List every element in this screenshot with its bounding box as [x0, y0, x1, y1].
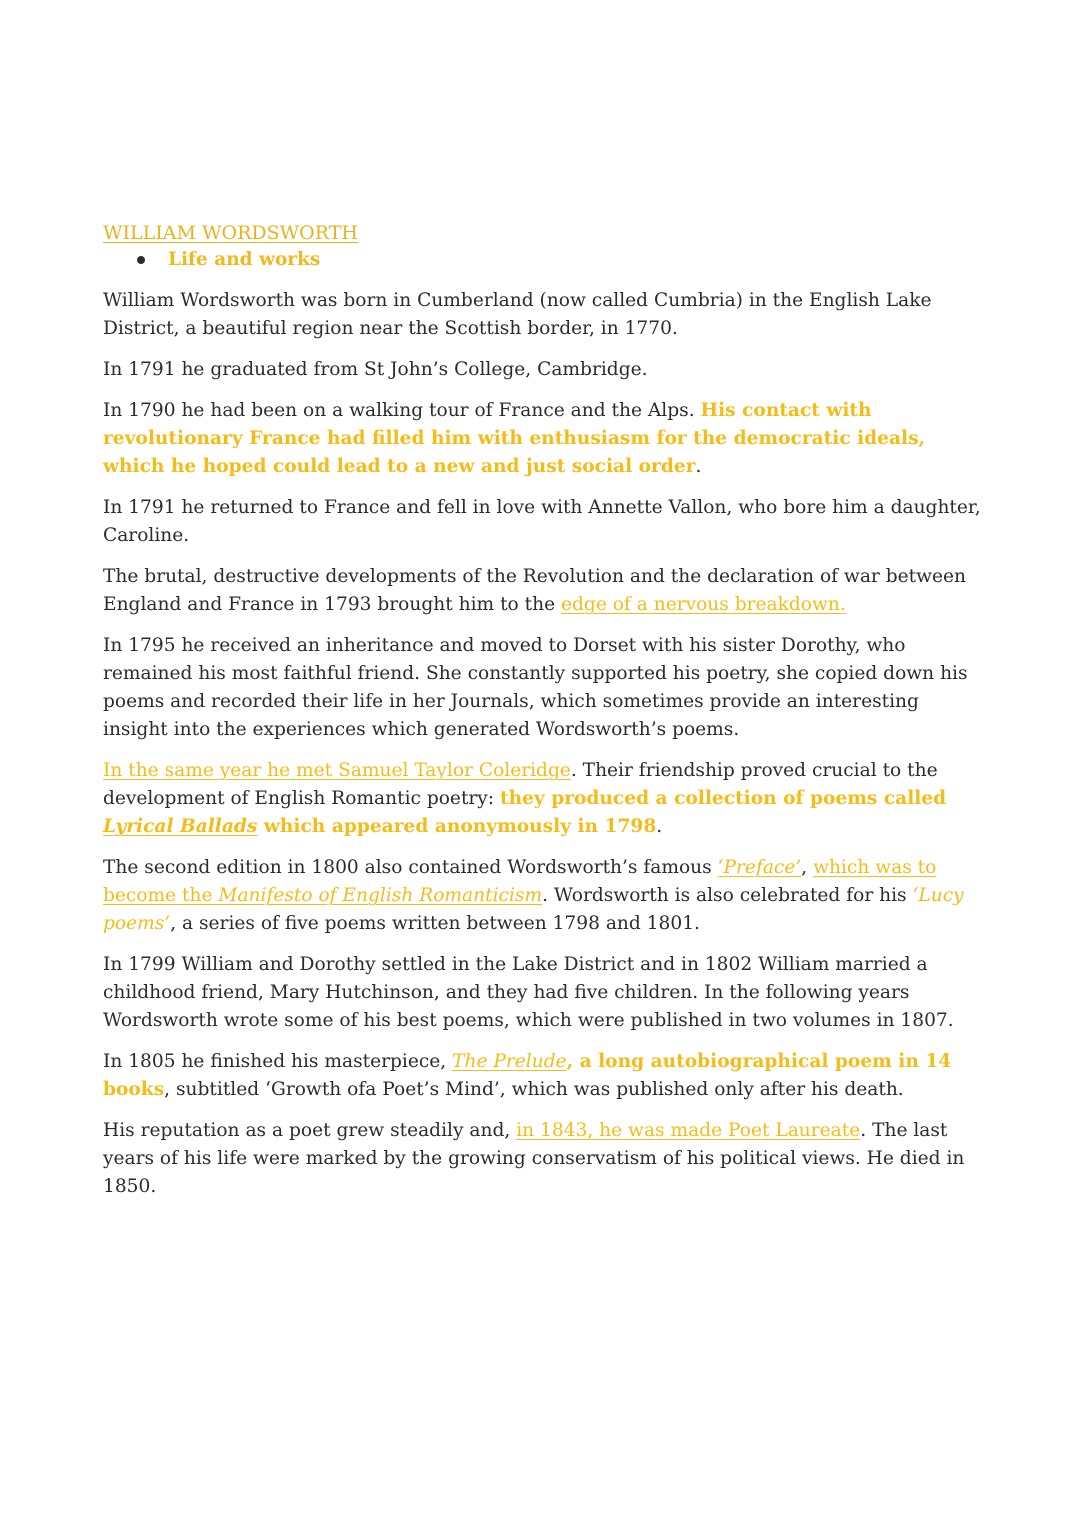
paragraph-revolution	[103, 563, 983, 619]
underlined-text: In the same year he met Samuel Taylor Coleridge	[103, 760, 571, 781]
bullet-icon	[137, 256, 145, 264]
paragraph-lake-district	[103, 951, 983, 1035]
text: . Wordsworth is also celebrated for his	[542, 885, 913, 906]
underlined-text: in 1843, he was made Poet Laureate	[516, 1120, 861, 1141]
text: The brutal, destructive developments of the Revolution and the declaration of war between England and France in 1793 brought him to the	[103, 566, 967, 615]
section-bullet	[137, 248, 983, 272]
prelude-title: The Prelude	[452, 1051, 567, 1072]
text: In 1791 he returned to France and fell in love with Annette Vallon, who bore him a daughter, Caroline.	[103, 497, 981, 546]
paragraph-laureate	[103, 1117, 983, 1201]
text: In 1791 he graduated from St John’s College, Cambridge.	[103, 359, 648, 380]
underlined-text: which was to become the	[103, 857, 937, 906]
paragraph-walking-tour	[103, 397, 983, 481]
paragraph-graduation	[103, 356, 983, 384]
paragraph-dorothy	[103, 632, 983, 744]
text: In 1790 he had been on a walking tour of France and the Alps.	[103, 400, 701, 421]
preface-title: ‘Preface’	[717, 857, 802, 878]
text: ,	[801, 857, 814, 878]
text: , a series of five poems written between 1798 and 1801.	[170, 913, 700, 934]
text: . Their friendship proved crucial to the development of English Romantic poetry:	[103, 760, 938, 809]
text: William Wordsworth was born in Cumberland (now called Cumbria) in the English Lake District, a beautiful region near the Scottish border, in 1770.	[103, 290, 932, 339]
highlight-text: His contact with revolutionary France had filled him with enthusiasm for the democratic ideals, which he hoped could lead to a new and just social order	[103, 400, 926, 477]
section-heading: Life and works	[168, 249, 321, 270]
manifesto-title: Manifesto of English Romanticism	[218, 885, 543, 906]
text: , subtitled ‘Growth ofa Poet’s Mind’, which was published only after his death.	[164, 1079, 904, 1100]
text: In 1805 he finished his masterpiece,	[103, 1051, 453, 1072]
document-page	[103, 221, 983, 1214]
document-title: WILLIAM WORDSWORTH	[103, 222, 358, 244]
underlined-text: edge of a nervous breakdown.	[561, 594, 846, 615]
text: His reputation as a poet grew steadily and,	[103, 1120, 517, 1141]
paragraph-birth	[103, 287, 983, 343]
text: The second edition in 1800 also contained Wordsworth’s famous	[103, 857, 718, 878]
paragraph-preface	[103, 854, 983, 938]
highlight-text: , a long autobiographical poem in 14 books	[103, 1051, 952, 1100]
highlight-text: they produced a collection of poems called	[499, 788, 947, 809]
lucy-poems-title: ‘Lucy poems’	[103, 885, 964, 934]
paragraph-annette	[103, 494, 983, 550]
text: In 1799 William and Dorothy settled in the Lake District and in 1802 William married a childhood friend, Mary Hutchinson, and they had five children. In the following years Wordsworth wrote some of his best poems, which were published in two volumes in 1807.	[103, 954, 954, 1031]
text: In 1795 he received an inheritance and moved to Dorset with his sister Dorothy, who remained his most faithful friend. She constantly supported his poetry, she copied down his poems and recorded their life in her Journals, which sometimes provide an interesting insight into the experiences which generated Wordsworth’s poems.	[103, 635, 968, 740]
paragraph-coleridge	[103, 757, 983, 841]
text: .	[695, 456, 702, 477]
highlight-text: which appeared anonymously in 1798	[257, 816, 657, 837]
text: .	[656, 816, 663, 837]
paragraph-prelude	[103, 1048, 983, 1104]
text: . The last years of his life were marked by the growing conservatism of his political views. He died in 1850.	[103, 1120, 965, 1197]
book-title-lyrical-ballads: Lyrical Ballads	[103, 816, 258, 837]
